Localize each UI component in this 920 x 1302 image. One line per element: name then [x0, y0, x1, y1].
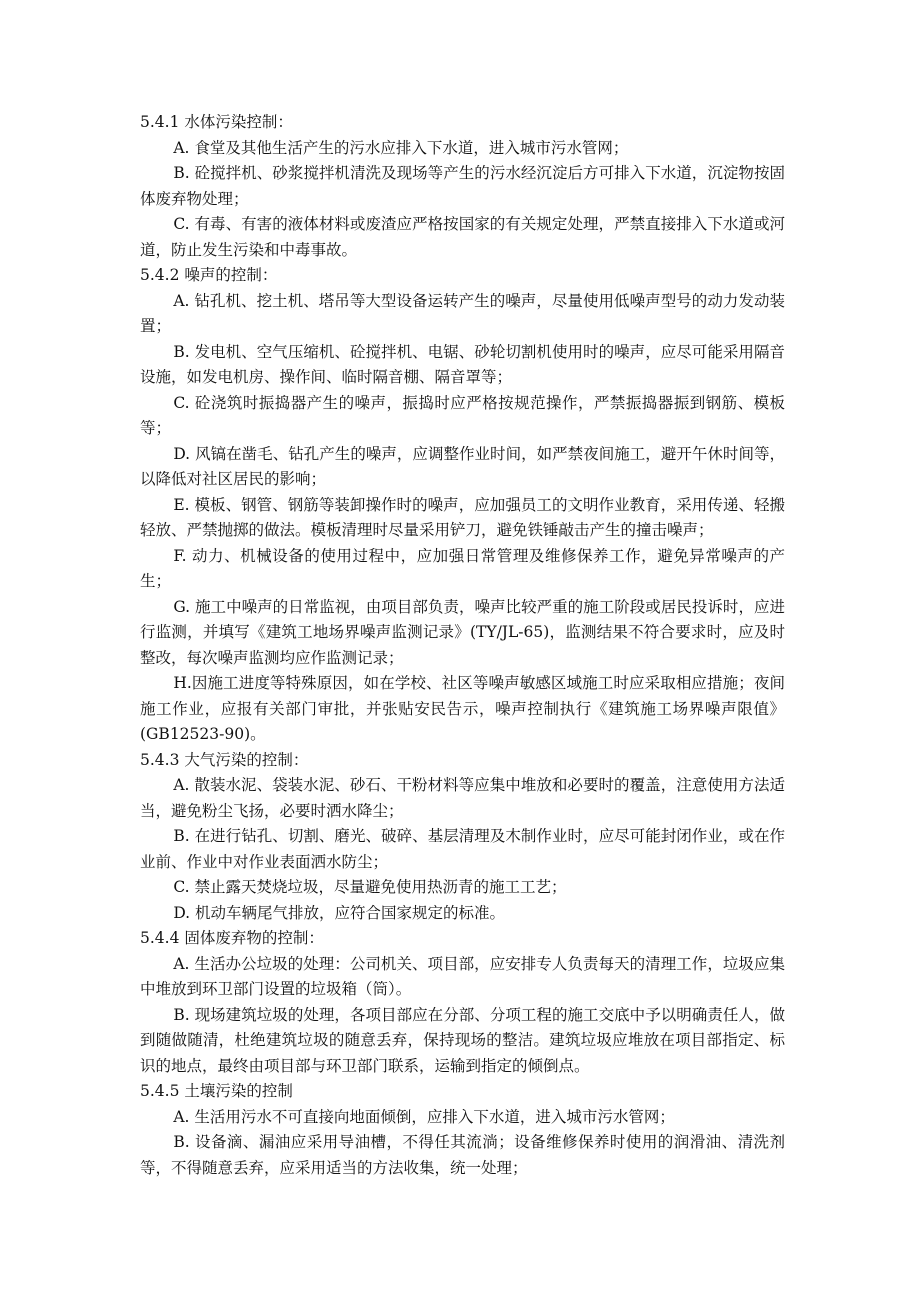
paragraph: B. 砼搅拌机、砂浆搅拌机清洗及现场等产生的污水经沉淀后方可排入下水道，沉淀物按固体废弃物处理；: [140, 164, 785, 208]
paragraph: C. 有毒、有害的液体材料或废渣应严格按国家的有关规定处理，严禁直接排入下水道或河道，防止发生污染和中毒事故。: [140, 215, 785, 259]
paragraph: B. 设备滴、漏油应采用导油槽，不得任其流淌；设备维修保养时使用的润滑油、清洗剂等，不得随意丢弃，应采用适当的方法收集，统一处理；: [140, 1133, 785, 1177]
paragraph: A. 生活用污水不可直接向地面倾倒，应排入下水道，进入城市污水管网；: [173, 1107, 675, 1126]
section-5-4-1: [140, 110, 785, 263]
paragraph: A. 生活办公垃圾的处理：公司机关、项目部，应安排专人负责每天的清理工作，垃圾应集中堆放到环卫部门设置的垃圾箱（筒）。: [140, 954, 785, 998]
section-heading: 5.4.1 水体污染控制：: [140, 113, 293, 131]
section-5-4-5: [140, 1079, 785, 1181]
paragraph: C. 禁止露天焚烧垃圾，尽量避免使用热沥青的施工工艺；: [173, 878, 567, 896]
paragraph: D. 风镐在凿毛、钻孔产生的噪声，应调整作业时间，如严禁夜间施工，避开午休时间等，以降低对社区居民的影响；: [140, 444, 785, 488]
paragraph: D. 机动车辆尾气排放，应符合国家规定的标准。: [173, 903, 506, 922]
section-5-4-4: [140, 926, 785, 1079]
section-heading: 5.4.2 噪声的控制：: [140, 266, 278, 284]
paragraph: H.因施工进度等特殊原因，如在学校、社区等噪声敏感区域施工时应采取相应措施；夜间施工作业，应报有关部门审批，并张贴安民告示，噪声控制执行《建筑施工场界噪声限值》(GB12523-90)。: [140, 674, 785, 743]
paragraph: B. 发电机、空气压缩机、砼搅拌机、电锯、砂轮切割机使用时的噪声，应尽可能采用隔音设施，如发电机房、操作间、临时隔音棚、隔音罩等；: [140, 342, 785, 386]
section-5-4-2: [140, 263, 785, 748]
paragraph: B. 现场建筑垃圾的处理，各项目部应在分部、分项工程的施工交底中予以明确责任人，做到随做随清，杜绝建筑垃圾的随意丢弃，保持现场的整洁。建筑垃圾应堆放在项目部指定、标识的地点，最终由项目部与环卫部门联系，运输到指定的倾倒点。: [140, 1005, 785, 1075]
section-heading: 5.4.4 固体废弃物的控制：: [140, 929, 324, 947]
section-heading: 5.4.5 土壤污染的控制: [140, 1082, 293, 1100]
paragraph: E. 模板、钢管、钢筋等装卸操作时的噪声，应加强员工的文明作业教育，采用传递、轻搬轻放、严禁抛掷的做法。模板清理时尽量采用铲刀，避免铁锤敲击产生的撞击噪声；: [140, 495, 785, 539]
paragraph: C. 砼浇筑时振捣器产生的噪声，振捣时应严格按规范操作，严禁振捣器振到钢筋、模板等；: [140, 393, 785, 437]
paragraph: A. 散装水泥、袋装水泥、砂石、干粉材料等应集中堆放和必要时的覆盖，注意使用方法适当，避免粉尘飞扬，必要时洒水降尘；: [140, 776, 785, 820]
paragraph: A. 食堂及其他生活产生的污水应排入下水道，进入城市污水管网；: [173, 138, 629, 157]
paragraph: B. 在进行钻孔、切割、磨光、破碎、基层清理及木制作业时，应尽可能封闭作业，或在作业前、作业中对作业表面洒水防尘；: [140, 827, 785, 871]
paragraph: G. 施工中噪声的日常监视，由项目部负责，噪声比较严重的施工阶段或居民投诉时，应进行监测，并填写《建筑工地场界噪声监测记录》(TY/JL-65)，监测结果不符合要求时，应及时整改，每次噪声监测均应作监测记录；: [140, 597, 785, 667]
paragraph: A. 钻孔机、挖土机、塔吊等大型设备运转产生的噪声，尽量使用低噪声型号的动力发动装置；: [140, 291, 785, 335]
paragraph: F. 动力、机械设备的使用过程中，应加强日常管理及维修保养工作，避免异常噪声的产生；: [140, 546, 785, 590]
section-heading: 5.4.3 大气污染的控制：: [140, 750, 309, 769]
document-body: [140, 110, 785, 1181]
section-5-4-3: [140, 748, 785, 927]
